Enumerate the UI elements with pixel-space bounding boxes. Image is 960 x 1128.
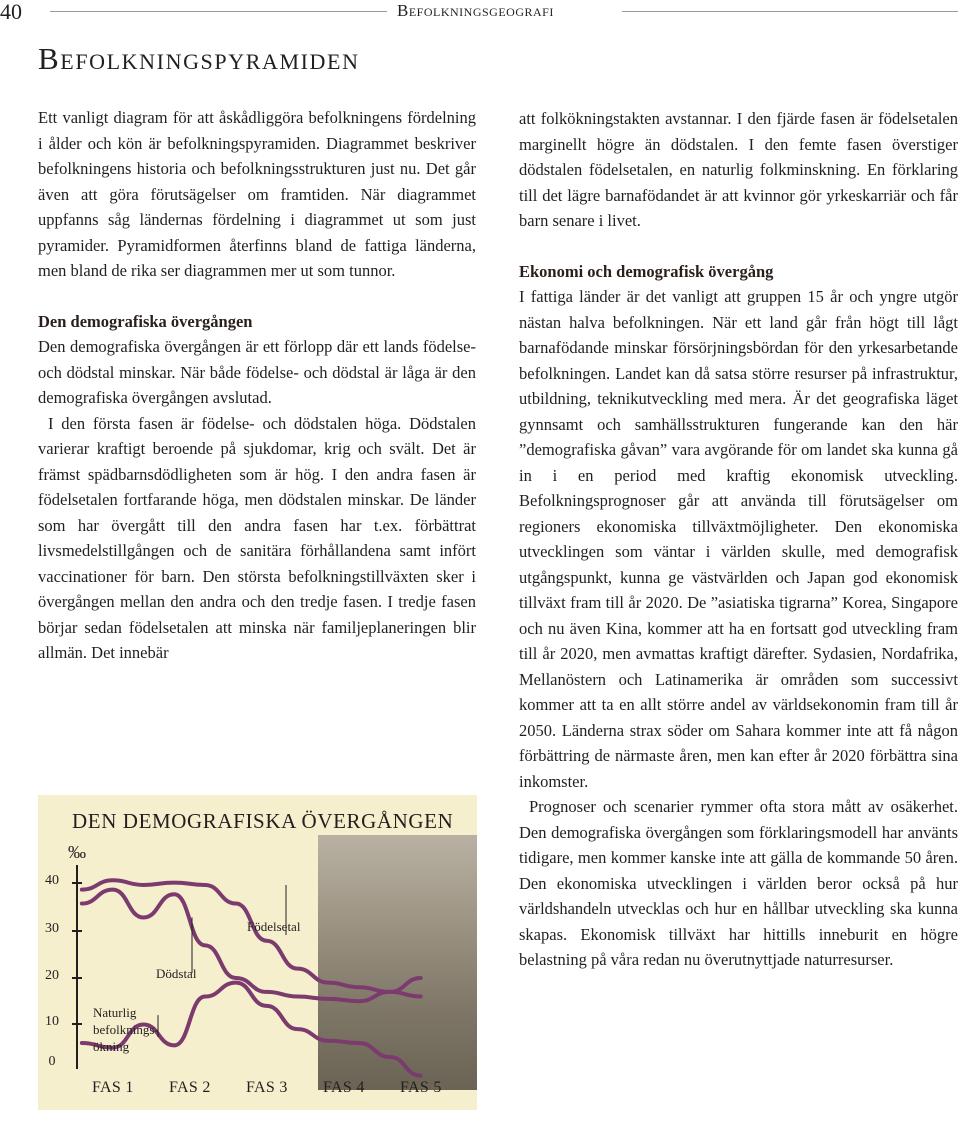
chart-curves — [38, 795, 477, 1110]
y-tick-label: 10 — [45, 1014, 59, 1029]
right-column — [519, 106, 958, 973]
y-tick-label: 0 — [48, 1054, 56, 1069]
subheading-economy: Ekonomi och demografisk övergång — [519, 261, 774, 281]
forecast-paragraph: Prognoser och scenarier rymmer ofta stora mått av osäkerhet. Den demografiska övergången som förklaringsmodell har använts tidigare, men kommer kanske inte att gälla de kommande 50 åren. Den ekonomiska utvecklingen i världen beror också på hur världshandeln utvecklas och hur en hållbar utveckling ska kunna skapas. Ekonomisk tillväxt har hittills inneburit en högre belastning på våra redan nu överutnyttjade naturresurser. — [519, 797, 958, 969]
paragraph-gap — [519, 234, 958, 259]
intro-paragraph: Ett vanligt diagram för att åskådliggöra befolkningens fördelning i ålder och kön är befolkningspyramiden. Diagrammet beskriver befolkningens historia och befolkningsstrukturen just nu. Det går även att göra förutsägelser om framtiden. När diagrammet uppfanns såg ländernas fördelning i diagrammet ut som just pyramider. Pyramidformen återfinns bland de fattiga länderna, men bland de rika ser diagrammen mer ut som tunnor. — [38, 108, 476, 280]
birth-rate-curve — [82, 880, 421, 996]
y-tick-label: 40 — [45, 873, 59, 888]
section-title: Befolkningspyramiden — [38, 41, 360, 76]
phase-label: FAS 4 — [323, 1079, 365, 1096]
demographic-transition-figure — [38, 795, 477, 1110]
phase-label: FAS 3 — [246, 1079, 288, 1096]
y-tick-label: 30 — [45, 921, 59, 936]
transition-paragraph-2: I den första fasen är födelse- och dödstalen höga. Dödstalen varierar kraftigt beroende på sjukdomar, krig och svält. Det är främst spädbarnsdödligheten som är hög. I den andra fasen är födelsetalen fortfarande höga, men dödstalen minskar. De länder som har övergått till den andra fasen har t.ex. förbättrat livsmedelstillgången och de sanitära förhållandena samt infört vaccinationer för barn. Den största befolkningstillväxten sker i övergången mellan den andra och den tredje fasen. I tredje fasen börjar sedan födelsetalen att minska när familjeplaneringen blir allmän. Det innebär — [38, 413, 476, 662]
phase-label: FAS 2 — [169, 1079, 211, 1096]
header-rule-right — [622, 11, 958, 12]
y-axis-unit: ‰ — [68, 842, 86, 862]
right-paragraph-1: att folkökningstakten avstannar. I den fjärde fasen är födelsetalen marginellt högre än dödstalen. I den femte fasen överstiger dödstalen födelsetalen, en naturlig folkminskning. En förklaring till det lägre barnafödandet är att kvinnor gör yrkeskarriär och får barn senare i livet. — [519, 109, 958, 230]
death-rate-curve — [82, 890, 421, 1002]
phase-label: FAS 5 — [400, 1079, 442, 1096]
page-number: 40 — [0, 0, 22, 24]
label-death-rate: Dödstal — [156, 966, 197, 981]
label-natural-increase: Naturlig befolknings-ökning — [93, 1005, 159, 1054]
left-column — [38, 105, 476, 666]
transition-paragraph-1: Den demografiska övergången är ett förlopp där ett lands födelse- och dödstal minskar. När både födelse- och dödstal är låga är den demografiska övergången avslutad. — [38, 337, 476, 407]
economy-paragraph: I fattiga länder är det vanligt att gruppen 15 år och yngre utgör nästan halva befolkningen. När ett land går från högt till lågt barnafödande minskar försörjningsbördan för den yrkesarbetande befolkningen. Landet kan då satsa större resurser på infrastruktur, utbildning, teknikutveckling med mera. Är det geografiska läget gynnsamt och samhällsstrukturen fungerande kan den här ”demografiska gåvan” vara avgörande för om landet ska kunna gå in i en period med kraftig ekonomisk utveckling. Befolkningsprognoser går att använda till förutsägelser om regioners ekonomiska tillväxtmöjligheter. Den ekonomiska utvecklingen som väntar i världen skulle, med demografisk utgångspunkt, kunna ge västvärlden och Japan god ekonomisk tillväxt fram till år 2020. De ”asiatiska tigrarna” Korea, Singapore och nu även Kina, kommer att ha en fortsatt god utveckling fram till år 2020, men avmattas kraftigt därefter. Sydasien, Nordafrika, Mellanöstern och Latinamerika är områden som successivt kommer att ta en allt större andel av världsekonomin fram till år 2050. Länderna strax söder om Sahara kommer inte att få någon förbättring de närmaste åren, men kan efter år 2020 förbättra sina inkomster. — [519, 287, 958, 791]
label-birth-rate: Födelsetal — [247, 919, 301, 934]
running-head: Befolkningsgeografi — [397, 1, 554, 20]
paragraph-gap — [38, 284, 476, 309]
header-rule-left — [50, 11, 387, 12]
y-tick-label: 20 — [45, 968, 59, 983]
phase-label: FAS 1 — [92, 1079, 134, 1096]
figure-title: DEN DEMOGRAFISKA ÖVERGÅNGEN — [72, 809, 454, 833]
subheading-demographic-transition: Den demografiska övergången — [38, 311, 253, 331]
